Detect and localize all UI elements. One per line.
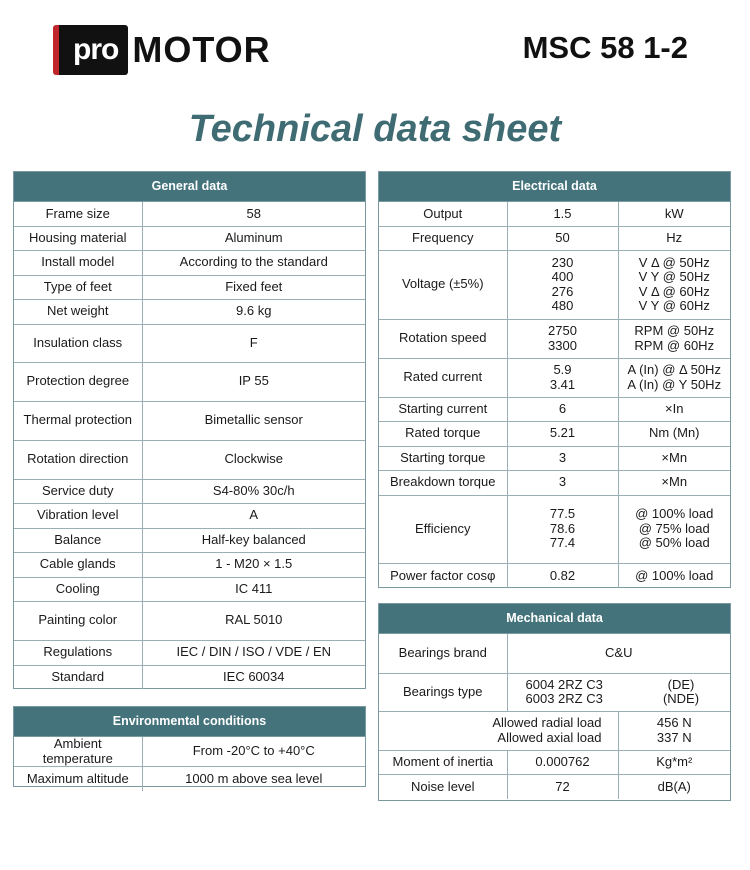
row-unit: kW <box>618 202 730 226</box>
speed-unit: RPM @ 50Hz <box>634 323 715 338</box>
row-label: Moment of inertia <box>379 750 507 774</box>
row-label: Bearings type <box>379 673 507 711</box>
row-label: Cooling <box>14 577 142 601</box>
voltage-value: 230 <box>551 254 574 270</box>
voltage-value: 400 <box>551 269 574 284</box>
table-row <box>14 275 365 299</box>
table-row <box>379 673 730 711</box>
row-unit <box>618 495 730 563</box>
table-row <box>14 226 365 250</box>
table-row <box>14 202 365 226</box>
table-row <box>379 563 730 588</box>
row-value: 0.82 <box>507 563 618 588</box>
row-value: IEC / DIN / ISO / VDE / EN <box>142 640 365 665</box>
table-row <box>379 319 730 358</box>
row-label: Insulation class <box>14 324 142 362</box>
table-row <box>379 711 730 750</box>
table-row <box>14 362 365 401</box>
table-row <box>14 324 365 362</box>
row-value: Bimetallic sensor <box>142 401 365 440</box>
bearing-line <box>512 692 727 707</box>
row-value: 9.6 kg <box>142 299 365 324</box>
efficiency-unit: @ 100% load <box>635 506 714 522</box>
row-label: Starting torque <box>379 446 507 470</box>
row-label: Protection degree <box>14 362 142 401</box>
voltage-unit: V Y @ 60Hz <box>638 298 710 313</box>
row-value <box>618 711 730 750</box>
mechanical-data-heading: Mechanical data <box>379 604 730 634</box>
row-value: RAL 5010 <box>142 601 365 640</box>
row-label: Rated current <box>379 358 507 397</box>
row-label: Frequency <box>379 226 507 250</box>
row-value: Fixed feet <box>142 275 365 299</box>
row-label: Maximum altitude <box>14 767 142 791</box>
row-label: Rotation direction <box>14 440 142 479</box>
general-data-table <box>14 202 365 689</box>
speed-value: 3300 <box>548 337 577 353</box>
row-label: Vibration level <box>14 503 142 528</box>
row-unit: @ 100% load <box>618 563 730 588</box>
row-label: Frame size <box>14 202 142 226</box>
efficiency-unit: @ 75% load <box>638 520 710 536</box>
bearing-code: 6003 2RZ C3 <box>525 691 603 706</box>
table-row <box>14 601 365 640</box>
row-value: 5.21 <box>507 421 618 446</box>
axial-load-label: Allowed axial load <box>497 729 602 745</box>
table-row <box>14 440 365 479</box>
current-value: 3.41 <box>549 376 576 392</box>
row-unit: ×Mn <box>618 446 730 470</box>
electrical-data-panel <box>378 171 731 588</box>
table-row <box>14 479 365 503</box>
row-value: 6 <box>507 397 618 421</box>
table-row <box>14 577 365 601</box>
row-value: 1.5 <box>507 202 618 226</box>
row-label: Power factor cosφ <box>379 563 507 588</box>
voltage-value: 276 <box>551 283 574 299</box>
logo-badge: pro <box>53 25 128 75</box>
row-label: Balance <box>14 528 142 552</box>
bearing-line <box>512 678 727 693</box>
bearing-position: (DE) <box>667 676 695 692</box>
speed-unit: RPM @ 60Hz <box>634 337 715 353</box>
row-label: Voltage (±5%) <box>379 250 507 319</box>
row-label: Rotation speed <box>379 319 507 358</box>
row-value: From -20°C to +40°C <box>142 737 365 767</box>
row-label: Ambient temperature <box>14 737 142 767</box>
row-value <box>507 673 730 711</box>
environment-table <box>14 737 365 791</box>
efficiency-value: 78.6 <box>549 520 576 536</box>
row-value: IEC 60034 <box>142 665 365 689</box>
table-row <box>379 634 730 673</box>
voltage-unit: V Y @ 50Hz <box>638 269 710 284</box>
row-value: 1 - M20 × 1.5 <box>142 552 365 577</box>
bearing-position: (NDE) <box>662 691 700 706</box>
row-label: Thermal protection <box>14 401 142 440</box>
table-row <box>379 421 730 446</box>
row-unit: Nm (Mn) <box>618 421 730 446</box>
row-label: Net weight <box>14 299 142 324</box>
row-value <box>507 358 618 397</box>
table-row <box>379 358 730 397</box>
radial-load-value: 456 N <box>656 715 692 730</box>
row-unit <box>618 250 730 319</box>
table-row <box>14 401 365 440</box>
row-value: 3 <box>507 446 618 470</box>
page-title: Technical data sheet <box>188 108 562 150</box>
row-value: IC 411 <box>142 577 365 601</box>
row-label: Bearings brand <box>379 634 507 673</box>
row-value: C&U <box>507 634 730 673</box>
row-unit <box>618 358 730 397</box>
voltage-value: 480 <box>551 298 574 313</box>
table-row <box>14 503 365 528</box>
row-value <box>507 250 618 319</box>
row-unit: Kg*m² <box>618 750 730 774</box>
brand-logo <box>53 24 271 76</box>
row-unit: Hz <box>618 226 730 250</box>
row-value: According to the standard <box>142 250 365 275</box>
axial-load-value: 337 N <box>656 729 692 745</box>
table-row <box>379 495 730 563</box>
current-unit: A (In) @ Δ 50Hz <box>627 362 721 377</box>
speed-value: 2750 <box>548 323 577 338</box>
row-value <box>507 495 618 563</box>
row-label: Cable glands <box>14 552 142 577</box>
row-label: Noise level <box>379 774 507 799</box>
bearing-code: 6004 2RZ C3 <box>525 676 603 692</box>
row-value: 58 <box>142 202 365 226</box>
row-label: Output <box>379 202 507 226</box>
row-label: Type of feet <box>14 275 142 299</box>
table-row <box>379 226 730 250</box>
table-row <box>14 299 365 324</box>
row-unit: dB(A) <box>618 774 730 799</box>
row-value: 1000 m above sea level <box>142 767 365 791</box>
row-label: Housing material <box>14 226 142 250</box>
row-label: Service duty <box>14 479 142 503</box>
row-label: Install model <box>14 250 142 275</box>
row-label: Painting color <box>14 601 142 640</box>
row-value <box>507 319 618 358</box>
efficiency-unit: @ 50% load <box>638 535 710 551</box>
row-label: Breakdown torque <box>379 470 507 495</box>
efficiency-value: 77.5 <box>549 506 576 522</box>
table-row <box>379 470 730 495</box>
row-value: 50 <box>507 226 618 250</box>
table-row <box>14 737 365 767</box>
table-row <box>14 528 365 552</box>
row-value: F <box>142 324 365 362</box>
row-value: 0.000762 <box>507 750 618 774</box>
voltage-unit: V Δ @ 60Hz <box>638 283 710 299</box>
voltage-unit: V Δ @ 50Hz <box>638 254 710 270</box>
table-row <box>379 446 730 470</box>
environment-heading: Environmental conditions <box>14 707 365 737</box>
row-unit: ×In <box>618 397 730 421</box>
row-label: Starting current <box>379 397 507 421</box>
current-value: 5.9 <box>553 362 572 377</box>
radial-load-label: Allowed radial load <box>492 715 602 730</box>
logo-wordmark: MOTOR <box>132 29 271 70</box>
table-row <box>379 250 730 319</box>
general-data-panel <box>13 171 366 689</box>
row-label: Regulations <box>14 640 142 665</box>
row-label: Standard <box>14 665 142 689</box>
row-value: Half-key balanced <box>142 528 365 552</box>
table-row <box>379 774 730 799</box>
row-value: S4-80% 30c/h <box>142 479 365 503</box>
row-label: Rated torque <box>379 421 507 446</box>
row-label <box>379 711 618 750</box>
table-row <box>14 552 365 577</box>
row-value: IP 55 <box>142 362 365 401</box>
electrical-data-heading: Electrical data <box>379 172 730 202</box>
mechanical-data-table <box>379 634 730 799</box>
row-unit: ×Mn <box>618 470 730 495</box>
row-unit <box>618 319 730 358</box>
table-row <box>379 397 730 421</box>
table-row <box>379 750 730 774</box>
current-unit: A (In) @ Y 50Hz <box>627 376 722 392</box>
table-row <box>14 640 365 665</box>
table-row <box>379 202 730 226</box>
table-row <box>14 767 365 791</box>
model-number: MSC 58 1-2 <box>522 30 688 65</box>
table-row <box>14 665 365 689</box>
row-value: Aluminum <box>142 226 365 250</box>
environment-panel <box>13 706 366 787</box>
electrical-data-table <box>379 202 730 588</box>
mechanical-data-panel <box>378 603 731 801</box>
general-data-heading: General data <box>14 172 365 202</box>
row-value: Clockwise <box>142 440 365 479</box>
row-value: 3 <box>507 470 618 495</box>
efficiency-value: 77.4 <box>549 535 576 551</box>
table-row <box>14 250 365 275</box>
row-value: A <box>142 503 365 528</box>
row-value: 72 <box>507 774 618 799</box>
row-label: Efficiency <box>379 495 507 563</box>
